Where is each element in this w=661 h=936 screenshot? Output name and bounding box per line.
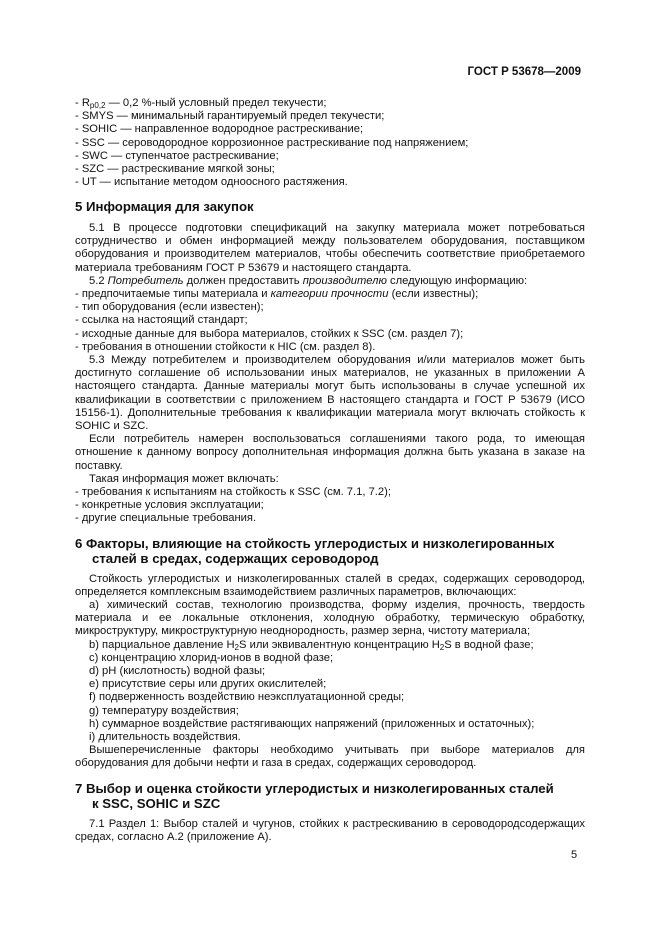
list-item: i) длительность воздействия. xyxy=(89,731,241,744)
text-run: (если известны); xyxy=(388,287,479,300)
text-run: b) парциальное давление H xyxy=(89,638,235,651)
abbrev-item: - UT — испытание методом одноосного растяжения. xyxy=(75,176,348,189)
list-item: g) температуру воздействия; xyxy=(89,704,239,717)
subscript: 2 xyxy=(234,642,239,652)
heading-line: 6 Факторы, влияющие на стойкость углеродистых и низколегированных xyxy=(75,535,555,551)
list-item: - требования в отношении стойкости к HIC (см. раздел 8). xyxy=(75,340,376,353)
list-item: - требования к испытаниям на стойкость к SSC (см. 7.1, 7.2); xyxy=(75,485,391,498)
section-7-heading xyxy=(75,781,585,812)
list-item xyxy=(75,288,585,301)
abbrev-item xyxy=(75,97,585,110)
list-item: - тип оборудования (если известен); xyxy=(75,301,264,314)
abbrev-item: - SZC — растрескивание мягкой зоны; xyxy=(75,163,275,176)
list-item-a: а) химический состав, технологию производства, форму изделия, прочность, твердость материала и ее локальные отклонения, холодную обработку, термическую обработку, микроструктуру, микроструктурную неоднородность, размер зерна, чистоту материала; xyxy=(75,599,585,638)
document-header: ГОСТ Р 53678—2009 xyxy=(467,66,581,78)
list-item-b xyxy=(75,639,585,652)
text-run: 5.2 xyxy=(89,274,108,287)
paragraph: Такая информация может включать: xyxy=(89,472,279,485)
text-run: - предпочитаемые типы материала и xyxy=(75,287,271,300)
italic-term: категории прочности xyxy=(270,287,389,300)
paragraph-7-1: 7.1 Раздел 1: Выбор сталей и чугунов, стойких к растрескиванию в сероводородсодержащих средах, согласно А.2 (приложение А). xyxy=(75,817,585,843)
text-run: должен предоставить xyxy=(183,274,303,287)
section-6-heading xyxy=(75,536,585,567)
abbrev-item: - SOHIC — направленное водородное растрескивание; xyxy=(75,123,364,136)
heading-line: сталей в средах, содержащих сероводород xyxy=(92,551,379,567)
abbrev-rp-text: — 0,2 %-ный условный предел текучести; xyxy=(105,97,327,109)
abbrev-item: - SWC — ступенчатое растрескивание; xyxy=(75,149,279,162)
abbreviation-list xyxy=(75,97,585,189)
abbrev-rp-subscript: p0,2 xyxy=(89,101,106,110)
paragraph-5-1: 5.1 В процессе подготовки спецификаций на закупку материала может потребоваться сотрудничество и обмен информацией между пользователем оборудования, поставщиком оборудования и производителем материалов, чтобы обеспечить соответствие приобретаемого материала требованиям ГОСТ Р 53679 и настоящего стандарта. xyxy=(75,221,585,274)
heading-line: 7 Выбор и оценка стойкости углеродистых и низколегированных сталей xyxy=(75,780,554,796)
subscript: 2 xyxy=(439,642,445,652)
text-run: S в водной фазе; xyxy=(444,638,534,651)
abbrev-rp-prefix: - R xyxy=(75,97,90,109)
paragraph-5-3: 5.3 Между потребителем и производителем оборудования и/или материалов может быть достигнуто соглашение об использовании иных материалов, не указанных в приложении А настоящего стандарта. Данные материалы могут быть использованы в случае успешной их квалификации в соответствии с приложением В настоящего стандарта и ГОСТ Р 53679 (ИСО 15156-1). Дополнительные требования к квалификации материала могут включать стойкость к SOHIC и SZC. xyxy=(75,353,585,432)
list-item: h) суммарное воздействие растягивающих напряжений (приложенных и остаточных); xyxy=(89,717,535,730)
heading-line: к SSC, SOHIC и SZC xyxy=(92,796,221,812)
list-item: d) pH (кислотность) водной фазы; xyxy=(89,665,266,678)
paragraph: Стойкость углеродистых и низколегированных сталей в средах, содержащих сероводород, определяется комплексным взаимодействием различных параметров, включающих: xyxy=(75,572,585,598)
abbrev-item: - SSC — сероводородное коррозионное растрескивание под напряжением; xyxy=(75,136,469,149)
list-item: - другие специальные требования. xyxy=(75,512,257,525)
italic-term: Потребитель xyxy=(107,274,184,287)
section-5-heading: 5 Информация для закупок xyxy=(75,199,254,215)
paragraph: Если потребитель намерен воспользоваться соглашениями такого рода, то имеющая отношение к данному вопросу дополнительная информация должна быть указана в заказе на поставку. xyxy=(75,433,585,472)
page-content xyxy=(75,97,585,844)
text-run: следующую информацию: xyxy=(386,274,528,287)
italic-term: производителю xyxy=(302,274,387,287)
text-run: S или эквивалентную концентрацию H xyxy=(239,638,440,651)
list-item: - конкретные условия эксплуатации; xyxy=(75,499,264,512)
list-item: c) концентрацию хлорид-ионов в водной фазе; xyxy=(89,651,334,664)
abbrev-item: - SMYS — минимальный гарантируемый предел текучести; xyxy=(75,110,385,123)
list-item: - ссылка на настоящий стандарт; xyxy=(75,314,248,327)
paragraph-5-2 xyxy=(75,275,585,288)
list-item: - исходные данные для выбора материалов, стойких к SSC (см. раздел 7); xyxy=(75,327,464,340)
list-item: e) присутствие серы или других окислителей; xyxy=(89,678,327,691)
list-item: f) подверженность воздействию неэксплуатационной среды; xyxy=(89,691,405,704)
page-number: 5 xyxy=(571,849,578,861)
paragraph: Вышеперечисленные факторы необходимо учитывать при выборе материалов для оборудования для добычи нефти и газа в средах, содержащих сероводород. xyxy=(75,744,585,770)
